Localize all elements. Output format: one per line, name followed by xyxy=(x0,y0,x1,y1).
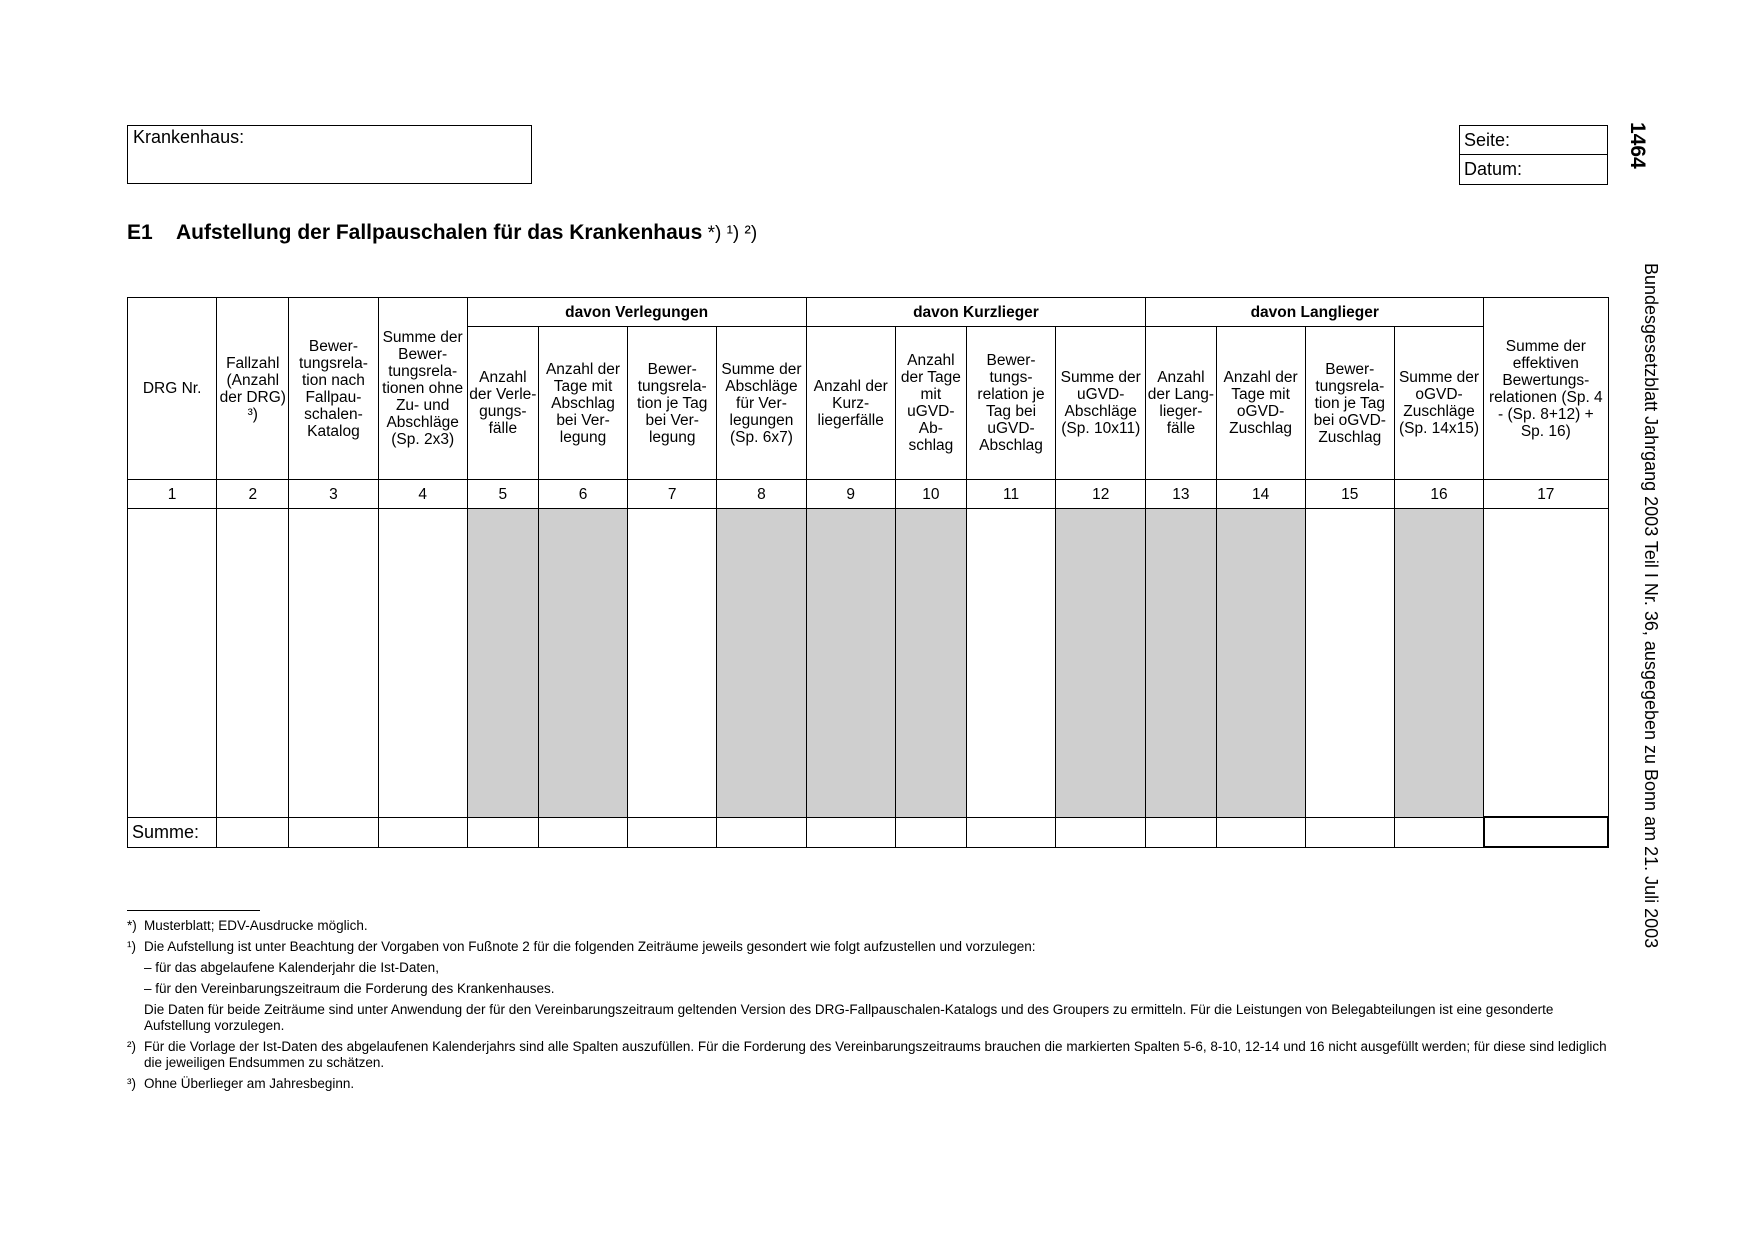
sum-cell-col-5[interactable] xyxy=(467,817,538,847)
col-header: Summe der oGVD-Zuschläge (Sp. 14x15) xyxy=(1394,327,1483,480)
page-number: 1464 xyxy=(1626,122,1649,169)
group-header-langlieger: davon Langlieger xyxy=(1146,298,1484,327)
sum-cell-col-4[interactable] xyxy=(378,817,467,847)
data-cell-col-15[interactable] xyxy=(1305,509,1394,818)
footnote-3 xyxy=(127,1076,1609,1092)
footnote-mark: *) xyxy=(127,918,137,933)
col-number: 17 xyxy=(1484,480,1608,509)
col-header: Anzahl der Lang-lieger-fälle xyxy=(1146,327,1216,480)
data-cell-col-14[interactable] xyxy=(1216,509,1305,818)
footnote-item: – für das abgelaufene Kalenderjahr die Ist-Daten, xyxy=(144,960,439,975)
col-number: 16 xyxy=(1394,480,1483,509)
data-cell-col-3[interactable] xyxy=(289,509,378,818)
data-cell-col-8[interactable] xyxy=(717,509,806,818)
sum-cell-col-9[interactable] xyxy=(806,817,895,847)
sum-cell-col-7[interactable] xyxy=(628,817,717,847)
krankenhaus-field[interactable] xyxy=(127,125,532,184)
data-cell-col-12[interactable] xyxy=(1056,509,1146,818)
krankenhaus-label: Krankenhaus: xyxy=(133,127,245,147)
data-cell-col-10[interactable] xyxy=(895,509,966,818)
col-header: Fallzahl (Anzahl der DRG) ³) xyxy=(217,298,289,480)
fallpauschalen-table xyxy=(127,297,1609,848)
col-header: Anzahl der Tage mit oGVD-Zuschlag xyxy=(1216,327,1305,480)
footnote-text: Für die Vorlage der Ist-Daten des abgelaufenen Kalenderjahrs sind alle Spalten auszufüllen. Für die Forderung des Vereinbarungszeitraums brauchen die markierten Spalten 5-6, 8-10, 12-14 und 16 nicht ausgefüllt werden; für diese sind lediglich die jeweiligen Endsummen zu schätzen. xyxy=(144,1039,1607,1070)
col-header: Summe der uGVD-Abschläge (Sp. 10x11) xyxy=(1056,327,1146,480)
col-header: Bewer-tungsrela-tion je Tag bei oGVD-Zuschlag xyxy=(1305,327,1394,480)
col-number: 12 xyxy=(1056,480,1146,509)
footnote-text: Musterblatt; EDV-Ausdrucke möglich. xyxy=(144,918,368,933)
seite-datum-box xyxy=(1459,125,1608,185)
col-number: 15 xyxy=(1305,480,1394,509)
sum-cell-col-14[interactable] xyxy=(1216,817,1305,847)
col-number: 9 xyxy=(806,480,895,509)
footnote-2 xyxy=(127,1039,1609,1071)
footnote-1 xyxy=(127,939,1609,1034)
sum-cell-col-16[interactable] xyxy=(1394,817,1483,847)
data-cell-col-13[interactable] xyxy=(1146,509,1216,818)
data-cell-col-5[interactable] xyxy=(467,509,538,818)
sum-cell-col-8[interactable] xyxy=(717,817,806,847)
sum-cell-col-13[interactable] xyxy=(1146,817,1216,847)
col-header: Bewer-tungs-relation je Tag bei uGVD-Abschlag xyxy=(966,327,1055,480)
footnote-text: Die Aufstellung ist unter Beachtung der Vorgaben von Fußnote 2 für die folgenden Zeiträume jeweils gesondert wie folgt aufzustellen und vorzulegen: xyxy=(144,939,1036,954)
group-header-verlegungen: davon Verlegungen xyxy=(467,298,806,327)
col-number: 8 xyxy=(717,480,806,509)
footnote-item: – für den Vereinbarungszeitraum die Forderung des Krankenhauses. xyxy=(144,981,555,996)
col-number: 13 xyxy=(1146,480,1216,509)
footnote-paragraph: Die Daten für beide Zeiträume sind unter Anwendung der für den Vereinbarungszeitraum geltenden Version des DRG-Fallpauschalen-Katalogs und des Groupers zu ermitteln. Für die Leistungen von Belegabteilungen ist eine gesonderte Aufstellung vorzulegen. xyxy=(144,1002,1554,1033)
col-number: 4 xyxy=(378,480,467,509)
data-cell-col-11[interactable] xyxy=(966,509,1055,818)
data-cell-col-2[interactable] xyxy=(217,509,289,818)
col-number: 6 xyxy=(538,480,627,509)
col-header: Anzahl der Verle-gungs-fälle xyxy=(467,327,538,480)
sum-cell-col-3[interactable] xyxy=(289,817,378,847)
sum-cell-col-11[interactable] xyxy=(966,817,1055,847)
footnote-mark: ³) xyxy=(127,1076,136,1091)
sum-label: Summe: xyxy=(128,817,217,847)
datum-field[interactable]: Datum: xyxy=(1464,159,1523,179)
col-header: Summe der Abschläge für Ver-legungen (Sp. 6x7) xyxy=(717,327,806,480)
col-header: Anzahl der Tage mit uGVD-Ab-schlag xyxy=(895,327,966,480)
col-header: Anzahl der Kurz-liegerfälle xyxy=(806,327,895,480)
footnote-text: Ohne Überlieger am Jahresbeginn. xyxy=(144,1076,355,1091)
col-header: Summe der effektiven Bewertungs-relationen (Sp. 4 - (Sp. 8+12) + Sp. 16) xyxy=(1484,298,1608,480)
sum-cell-col-12[interactable] xyxy=(1056,817,1146,847)
data-cell-col-4[interactable] xyxy=(378,509,467,818)
sum-cell-col-15[interactable] xyxy=(1305,817,1394,847)
col-header: Anzahl der Tage mit Abschlag bei Ver-legung xyxy=(538,327,627,480)
col-number: 5 xyxy=(467,480,538,509)
sum-cell-col-10[interactable] xyxy=(895,817,966,847)
col-number: 7 xyxy=(628,480,717,509)
data-cell-col-1[interactable] xyxy=(128,509,217,818)
col-number: 2 xyxy=(217,480,289,509)
publication-sidebar: Bundesgesetzblatt Jahrgang 2003 Teil I Nr. 36, ausgegeben zu Bonn am 21. Juli 2003 xyxy=(1641,263,1661,949)
data-cell-col-9[interactable] xyxy=(806,509,895,818)
footnote-star xyxy=(127,918,1609,934)
col-header: Summe der Bewer-tungsrela-tionen ohne Zu- und Abschläge (Sp. 2x3) xyxy=(378,298,467,480)
data-cell-col-16[interactable] xyxy=(1394,509,1483,818)
footnote-mark: ¹) xyxy=(127,939,136,954)
form-title xyxy=(127,221,757,245)
sum-cell-col-2[interactable] xyxy=(217,817,289,847)
col-header: DRG Nr. xyxy=(128,298,217,480)
col-number: 14 xyxy=(1216,480,1305,509)
col-number: 11 xyxy=(966,480,1055,509)
col-number: 10 xyxy=(895,480,966,509)
col-number: 3 xyxy=(289,480,378,509)
form-title-text: Aufstellung der Fallpauschalen für das Krankenhaus xyxy=(176,221,703,244)
col-header: Bewer-tungsrela-tion nach Fallpau-schalen-Katalog xyxy=(289,298,378,480)
sum-cell-col-6[interactable] xyxy=(538,817,627,847)
form-title-marks: *) ¹) ²) xyxy=(702,223,758,244)
form-code: E1 xyxy=(127,221,153,244)
footnotes xyxy=(127,918,1609,1097)
footnote-divider xyxy=(127,910,260,911)
sum-cell-col-17[interactable] xyxy=(1484,817,1608,847)
data-cell-col-7[interactable] xyxy=(628,509,717,818)
data-cell-col-6[interactable] xyxy=(538,509,627,818)
data-cell-col-17[interactable] xyxy=(1484,509,1608,818)
footnote-mark: ²) xyxy=(127,1039,136,1054)
col-header: Bewer-tungsrela-tion je Tag bei Ver-legung xyxy=(628,327,717,480)
group-header-kurzlieger: davon Kurzlieger xyxy=(806,298,1146,327)
seite-field[interactable]: Seite: xyxy=(1460,126,1607,155)
col-number: 1 xyxy=(128,480,217,509)
